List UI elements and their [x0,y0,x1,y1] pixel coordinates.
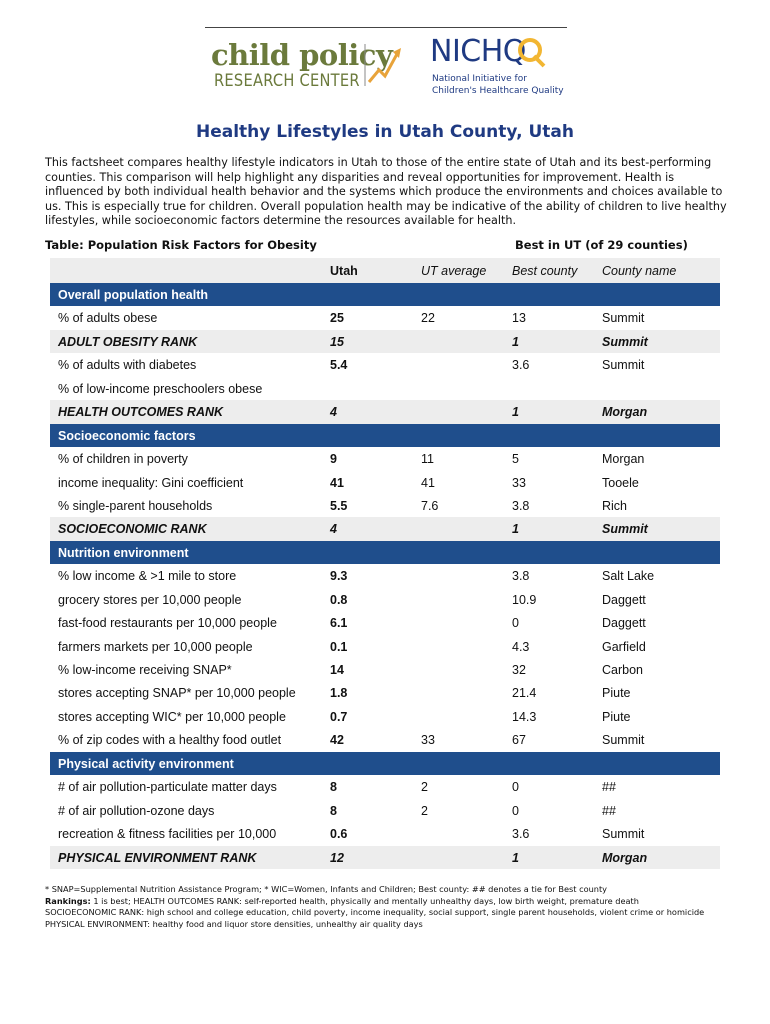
section-row [50,541,720,564]
row-label: stores accepting SNAP* per 10,000 people [58,686,296,701]
county-name-value: Carbon [602,663,643,677]
best-county-value: 5 [512,452,519,467]
rank-row [50,400,720,423]
footnote-rankings-label: Rankings: [45,895,91,906]
cprc-logo-subtitle: RESEARCH CENTER [214,71,360,91]
row-label: % of adults with diabetes [58,358,197,373]
rank-row [50,330,720,353]
footnote-socioeconomic: SOCIOECONOMIC RANK: high school and college education, child poverty, income inequality, social support, single parent households, violent crime or homicide [45,907,705,918]
utah-value: 0.7 [330,709,348,724]
column-header-utah: Utah [330,264,358,278]
utah-value: 4 [330,522,337,537]
utah-value: 5.5 [330,498,348,513]
table-row [50,728,720,751]
row-label: income inequality: Gini coefficient [58,475,244,490]
header-rule [205,27,567,28]
best-county-value: 3.6 [512,358,530,373]
trend-arrow-icon [363,40,403,90]
row-label: PHYSICAL ENVIRONMENT RANK [58,850,257,865]
county-name-value: Summit [602,334,648,349]
rank-row [50,517,720,540]
best-county-value: 1 [512,334,519,349]
county-name-value: Rich [602,498,628,513]
county-name-value: Morgan [602,452,645,467]
row-label: % low-income receiving SNAP* [58,663,232,677]
table-row [50,306,720,329]
county-name-value: Summit [602,522,648,537]
utah-value: 0.1 [330,639,348,654]
best-county-value: 0 [512,780,519,795]
child-policy-research-center-logo [211,38,411,96]
table-row [50,658,720,681]
best-county-value: 14.3 [512,709,537,724]
utah-value: 8 [330,803,337,818]
table-row [50,611,720,634]
row-label: % of adults obese [58,311,158,326]
nichq-logo-line2: Children's Healthcare Quality [432,86,564,96]
utah-value: 4 [330,405,337,420]
row-label: stores accepting WIC* per 10,000 people [58,709,286,724]
section-row [50,752,720,775]
best-county-value: 3.6 [512,827,530,842]
county-name-value: Morgan [602,405,648,420]
utah-value: 25 [330,311,344,326]
best-county-value: 33 [512,475,526,490]
ut-average-value: 33 [421,733,435,748]
best-county-value: 0 [512,616,519,631]
row-label: % of children in poverty [58,452,188,467]
table-row [50,588,720,611]
footnote-rankings [45,896,745,908]
footnotes [45,884,745,930]
row-label: # of air pollution-ozone days [58,803,215,818]
county-name-value: Salt Lake [602,569,655,584]
table-row [50,471,720,494]
utah-value: 1.8 [330,686,348,701]
row-label: farmers markets per 10,000 people [58,639,253,654]
table-row [50,377,720,400]
row-label: % of low-income preschoolers obese [58,381,263,396]
utah-value: 15 [330,334,344,349]
nichq-logo-word: NICHQ [430,34,526,69]
row-label: Overall population health [58,288,209,302]
row-label: grocery stores per 10,000 people [58,592,242,607]
utah-value: 0.6 [330,827,348,842]
utah-value: 9 [330,452,337,467]
county-name-value: Daggett [602,592,646,607]
ut-average-value: 11 [421,452,434,467]
utah-value: 5.4 [330,358,348,373]
table-row [50,635,720,658]
county-name-value: Garfield [602,639,646,654]
ut-average-value: 2 [421,780,428,795]
table-row [50,681,720,704]
utah-value: 12 [330,850,344,865]
row-label: fast-food restaurants per 10,000 people [58,616,277,631]
best-in-ut-title: Best in UT (of 29 counties) [515,238,688,252]
section-row [50,424,720,447]
best-county-value: 21.4 [512,686,537,701]
table-row [50,822,720,845]
column-header-best-county: Best county [512,264,578,278]
utah-value: 41 [330,475,344,490]
cprc-logo-name: child policy [211,38,393,72]
best-county-value: 67 [512,733,526,748]
county-name-value: Morgan [602,850,648,865]
row-label: HEALTH OUTCOMES RANK [58,405,224,420]
row-label: % low income & >1 mile to store [58,569,237,584]
county-name-value: ## [602,803,616,818]
best-county-value: 1 [512,522,519,537]
best-county-value: 32 [512,663,526,677]
county-name-value: Tooele [602,475,639,490]
table-title: Table: Population Risk Factors for Obesity [45,238,317,252]
best-county-value: 3.8 [512,498,530,513]
best-county-value: 1 [512,850,519,865]
county-name-value: Piute [602,709,631,724]
row-label: Socioeconomic factors [58,428,196,443]
utah-value: 6.1 [330,616,348,631]
table-row [50,799,720,822]
rank-row [50,846,720,869]
row-label: % of zip codes with a healthy food outlet [58,733,282,748]
ut-average-value: 22 [421,311,435,326]
best-county-value: 10.9 [512,592,537,607]
county-name-value: Summit [602,358,645,373]
row-label: ADULT OBESITY RANK [58,334,198,349]
best-county-value: 1 [512,405,519,420]
column-header-ut-average: UT average [421,264,487,278]
best-county-value: 4.3 [512,639,530,654]
footnote-abbreviations: * SNAP=Supplemental Nutrition Assistance Program; * WIC=Women, Infants and Children; Best county: ## denotes a tie for Best county [45,884,608,894]
table-row [50,705,720,728]
footnote-rankings-text: 1 is best; HEALTH OUTCOMES RANK: self-reported health, physically and mentally unhealthy days, low birth weight, premature death [90,895,639,906]
nichq-q-mark-icon [518,36,548,70]
row-label: # of air pollution-particulate matter days [58,780,277,795]
nichq-logo-line1: National Initiative for [432,74,527,84]
ut-average-value: 41 [421,475,435,490]
table-column-header [50,258,720,283]
best-county-value: 3.8 [512,569,530,584]
county-name-value: Summit [602,733,645,748]
table-row [50,775,720,798]
county-name-value: Summit [602,827,645,842]
row-label: Physical activity environment [58,756,234,771]
row-label: SOCIOECONOMIC RANK [58,522,207,537]
row-label: % single-parent households [58,498,213,513]
utah-value: 42 [330,733,344,748]
footnote-physical-environment: PHYSICAL ENVIRONMENT: healthy food and liquor store densities, unhealthy air quality days [45,918,423,929]
intro-paragraph: This factsheet compares healthy lifestyle indicators in Utah to those of the entire state of Utah and its best-performing counties. This comparison will help highlight any disparities and reveal opportunities for improvement. Health is influenced by both individual health behavior and the systems which produce the environments and choices available to us. This is especially true for children. Overall population health may be indicative of the ability of children to live healthy lifestyles, while socioeconomic factors determine the resources available for health. [45,156,727,228]
county-name-value: Daggett [602,616,646,631]
row-label: recreation & fitness facilities per 10,000 [58,827,277,842]
table-row [50,494,720,517]
section-row [50,283,720,306]
utah-value: 14 [330,663,344,677]
ut-average-value: 2 [421,803,428,818]
column-header-county-name: County name [602,264,677,278]
nichq-logo [430,34,570,98]
page-title: Healthy Lifestyles in Utah County, Utah [196,122,574,142]
utah-value: 8 [330,780,337,795]
best-county-value: 0 [512,803,519,818]
utah-value: 0.8 [330,592,348,607]
county-name-value: Summit [602,311,645,326]
table-row [50,353,720,376]
row-label: Nutrition environment [58,545,189,560]
table-row [50,564,720,587]
county-name-value: ## [602,780,616,795]
county-name-value: Piute [602,686,631,701]
risk-factors-table [50,283,720,869]
table-row [50,447,720,470]
utah-value: 9.3 [330,569,348,584]
ut-average-value: 7.6 [421,498,439,513]
best-county-value: 13 [512,311,526,326]
